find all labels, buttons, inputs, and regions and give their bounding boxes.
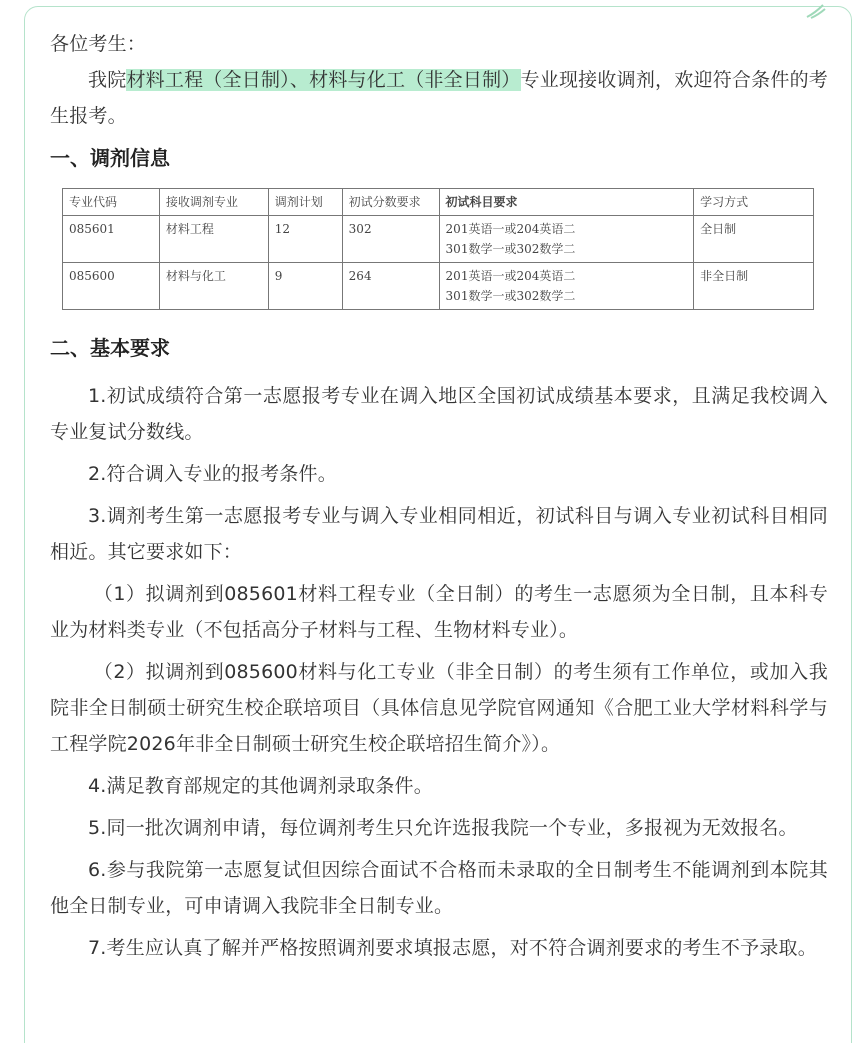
cell-plan: 12 [268,216,342,263]
cell-score: 264 [342,263,439,310]
intro-before: 我院 [88,69,127,91]
header-score: 初试分数要求 [342,189,439,216]
cell-major: 材料与化工 [159,263,268,310]
table-row [63,216,814,263]
intro-after: 专业现接收调剂，欢迎符合条件的考生报考。 [50,69,829,127]
requirement-item: 5.同一批次调剂申请，每位调剂考生只允许选报我院一个专业，多报视为无效报名。 [88,817,798,839]
adjustment-table [62,188,814,310]
adjustment-table-wrapper [62,188,814,310]
cell-plan: 9 [268,263,342,310]
section-title-basic-requirements: 二、基本要求 [50,336,170,360]
cell-major: 材料工程 [159,216,268,263]
leaf-decoration-icon [805,3,827,19]
requirement-item: 1.初试成绩符合第一志愿报考专业在调入地区全国初试成绩基本要求，且满足我校调入专业复试分数线。 [50,385,828,443]
requirement-item: 3.调剂考生第一志愿报考专业与调入专业相同相近，初试科目与调入专业初试科目相同相近。其它要求如下： [50,505,828,563]
cell-mode: 全日制 [694,216,814,263]
header-major-name: 接收调剂专业 [159,189,268,216]
greeting: 各位考生： [50,33,147,55]
header-mode: 学习方式 [694,189,814,216]
requirement-item: 7.考生应认真了解并严格按照调剂要求填报志愿，对不符合调剂要求的考生不予录取。 [88,937,817,959]
requirement-subitem: （1）拟调剂到085601材料工程专业（全日制）的考生一志愿须为全日制，且本科专业为材料类专业（不包括高分子材料与工程、生物材料专业）。 [50,583,828,641]
intro-paragraph [50,62,828,134]
requirement-item: 4.满足教育部规定的其他调剂录取条件。 [88,775,433,797]
cell-subjects [439,263,694,310]
header-major-code: 专业代码 [63,189,160,216]
cell-score: 302 [342,216,439,263]
cell-subjects [439,216,694,263]
section-title-adjustment-info: 一、调剂信息 [50,146,170,170]
header-plan: 调剂计划 [268,189,342,216]
subject-line: 301数学一或302数学二 [445,289,576,303]
header-subjects: 初试科目要求 [439,189,694,216]
notice-content [50,26,828,972]
cell-code: 085601 [63,216,160,263]
cell-mode: 非全日制 [694,263,814,310]
requirement-subitem: （2）拟调剂到085600材料与化工专业（非全日制）的考生须有工作单位，或加入我院非全日制硕士研究生校企联培项目（具体信息见学院官网通知《合肥工业大学材料科学与工程学院2026年非全日制硕士研究生校企联培招生简介》）。 [50,661,828,755]
subject-line: 201英语一或204英语二 [445,222,576,236]
subject-line: 301数学一或302数学二 [445,242,576,256]
requirement-item: 2.符合调入专业的报考条件。 [88,463,337,485]
table-header-row [63,189,814,216]
table-row [63,263,814,310]
subject-line: 201英语一或204英语二 [445,269,576,283]
cell-code: 085600 [63,263,160,310]
intro-highlight: 材料工程（全日制）、材料与化工（非全日制） [126,69,521,91]
requirement-item: 6.参与我院第一志愿复试但因综合面试不合格而未录取的全日制考生不能调剂到本院其他全日制专业，可申请调入我院非全日制专业。 [50,859,828,917]
